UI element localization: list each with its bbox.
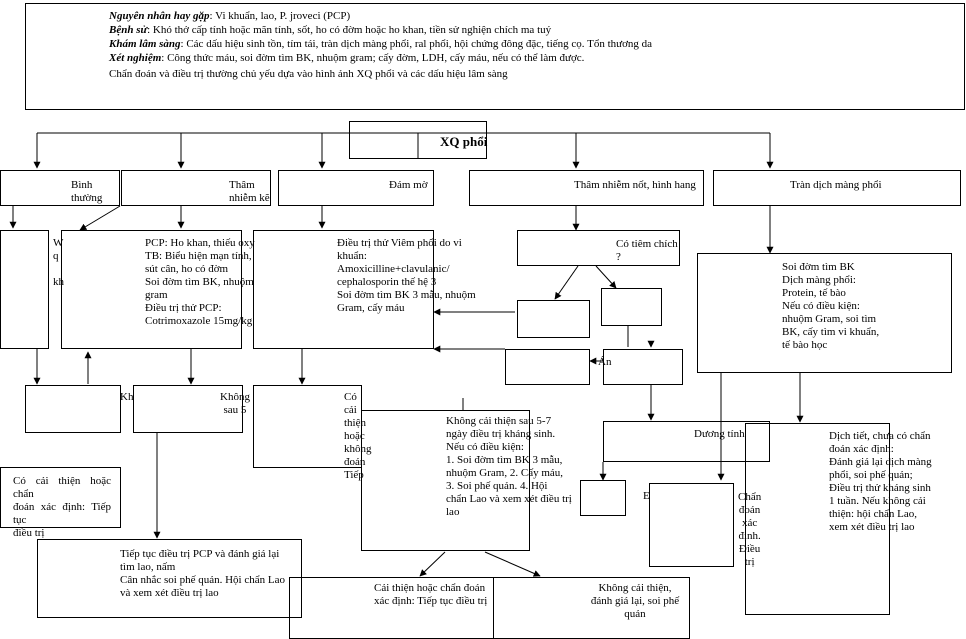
- text-improved-continue: Cải thiện hoặc chẩn đoán xác định: Tiếp tục điều trị: [374, 582, 488, 607]
- arrow-injection-left: [555, 266, 578, 299]
- info-line-diagnosis: Chẩn đoán và điều trị thường chủ yếu dựa vào hình ảnh XQ phổi và các dấu hiệu lâm sàng: [109, 68, 508, 80]
- box-exudate: [745, 423, 932, 615]
- label-positive: Dương tính: [694, 428, 745, 440]
- label-improved-bacterial: Có cải thiện hoặc không đoán Tiếp: [344, 391, 372, 481]
- exam-label: Khám lâm sàng: [109, 38, 181, 50]
- tests-text: : Công thức máu, soi đờm tìm BK, nhuộm gram; cấy đờm, LDH, cấy máu, nếu có thể làm được.: [161, 52, 585, 64]
- label-lobar: Đám mờ: [389, 179, 428, 191]
- text-normal-detail-partial: W q kh: [53, 237, 64, 288]
- info-line-causes: [109, 10, 959, 23]
- info-line-tests: [109, 52, 959, 65]
- tests-label: Xét nghiệm: [109, 52, 162, 64]
- box-main-not-improved: [361, 410, 572, 551]
- label-not-improved-pcp: Không sau 5: [220, 391, 250, 416]
- box-injection-yes: [601, 288, 662, 326]
- arrow-to-not-improved-eval: [485, 552, 540, 576]
- history-label: Bệnh sử: [109, 24, 148, 36]
- text-improved-or-dx: Có cải thiện hoặc chẩn đoán xác định: Tiếp tục điều trị: [13, 475, 111, 539]
- box-normal: [0, 170, 120, 206]
- label-kh: Kh: [120, 391, 134, 403]
- info-line-exam: [109, 38, 959, 51]
- causes-text: : Vi khuẩn, lao, P. jroveci (PCP): [209, 10, 351, 22]
- label-nodular: Thâm nhiễm nốt, hình hang: [574, 179, 696, 191]
- arrow-injection-right: [596, 266, 616, 288]
- label-e: E: [643, 490, 650, 502]
- text-effusion-detail: Soi đờm tìm BK Dịch màng phổi: Protein, tế bào Nếu có điều kiện: nhuộm Gram, soi tìm BK, cấy tìm vi khuẩn, tế bào học: [782, 261, 880, 351]
- box-effusion-detail: [697, 253, 952, 373]
- arrow-normal-diagonal: [80, 206, 120, 230]
- label-effusion: Tràn dịch màng phổi: [790, 179, 882, 191]
- text-main-not-improved: Không cải thiện sau 5-7 ngày điều trị kháng sinh. Nếu có điều kiện: 1. Soi đờm tìm BK 3 mẫu, nhuộm Gram, 2. Cấy máu, 3. Soi phế quản. 4. Hội chẩn Lao và xem xét điều trị lao: [446, 415, 572, 518]
- box-pcp: [61, 230, 255, 349]
- box-improved-continue: [289, 577, 494, 639]
- label-an: Án: [598, 356, 612, 368]
- box-an: [598, 349, 683, 385]
- box-nodular: [469, 170, 704, 206]
- text-not-improved-eval: Không cải thiện, đánh giá lại, soi phế quản: [590, 582, 680, 620]
- text-exudate: Dịch tiết, chưa có chẩn đoán xác định: Đánh giá lại dịch màng phổi, soi phế quản; Điều trị thử kháng sinh 1 tuần. Nếu không cải thiện: hội chẩn Lao, xem xét điều trị lao: [829, 430, 932, 533]
- box-bacterial: [253, 230, 476, 349]
- causes-label: Nguyên nhân hay gặp: [109, 10, 210, 22]
- info-line-history: [109, 24, 959, 37]
- box-row3-left: [505, 349, 590, 385]
- exam-text: : Các dấu hiệu sinh tồn, tím tái, tràn dịch màng phổi, ral phổi, hội chứng đông đặc, tiếng cọ. Tổn thương da: [180, 38, 653, 50]
- label-normal: Bình thường: [71, 179, 103, 204]
- xq-label: XQ phổi: [440, 134, 488, 149]
- text-bacterial: Điều trị thử Viêm phổi do vi khuẩn: Amoxicilline+clavulanic/ cephalosporin thế hệ 3 Soi đờm tìm BK 3 mẫu, nhuộm Gram, cấy máu: [337, 237, 476, 314]
- box-lobar: [278, 170, 434, 206]
- history-text: : Khó thở cấp tính hoặc mãn tính, sốt, ho có đờm hoặc ho khan, tiền sử nghiện chích ma tuý: [147, 24, 552, 36]
- label-interstitial: Thâm nhiễm kẽ: [229, 179, 270, 204]
- box-effusion: [713, 170, 961, 206]
- box-kh: [25, 385, 134, 433]
- box-normal-detail: [0, 230, 49, 349]
- box-e: [580, 480, 650, 516]
- box-not-improved-pcp: [133, 385, 250, 433]
- box-improved-bacterial: [253, 385, 372, 481]
- label-diagnosis: Chẩn đoán xác định. Điều trị: [738, 491, 762, 568]
- box-interstitial: [121, 170, 271, 206]
- arrow-to-improved-continue: [420, 552, 445, 576]
- box-not-improved-eval: [493, 577, 690, 639]
- text-continue-pcp: Tiếp tục điều trị PCP và đánh giá lại tìm lao, nấm Cân nhắc soi phế quản. Hội chẩn Lao và xem xét điều trị lao: [120, 548, 285, 599]
- label-injection: Có tiêm chích ?: [616, 238, 678, 263]
- box-injection: [517, 230, 680, 266]
- box-continue-pcp: [37, 539, 302, 618]
- text-pcp: PCP: Ho khan, thiếu oxy TB: Biểu hiện mạn tính, sút cân, ho có đờm Soi đờm tìm BK, nhuộm gram Điều trị thử PCP: Cotrimoxazole 15mg/kg: [145, 237, 255, 327]
- box-injection-no: [517, 300, 590, 338]
- box-diagnosis: [649, 483, 762, 568]
